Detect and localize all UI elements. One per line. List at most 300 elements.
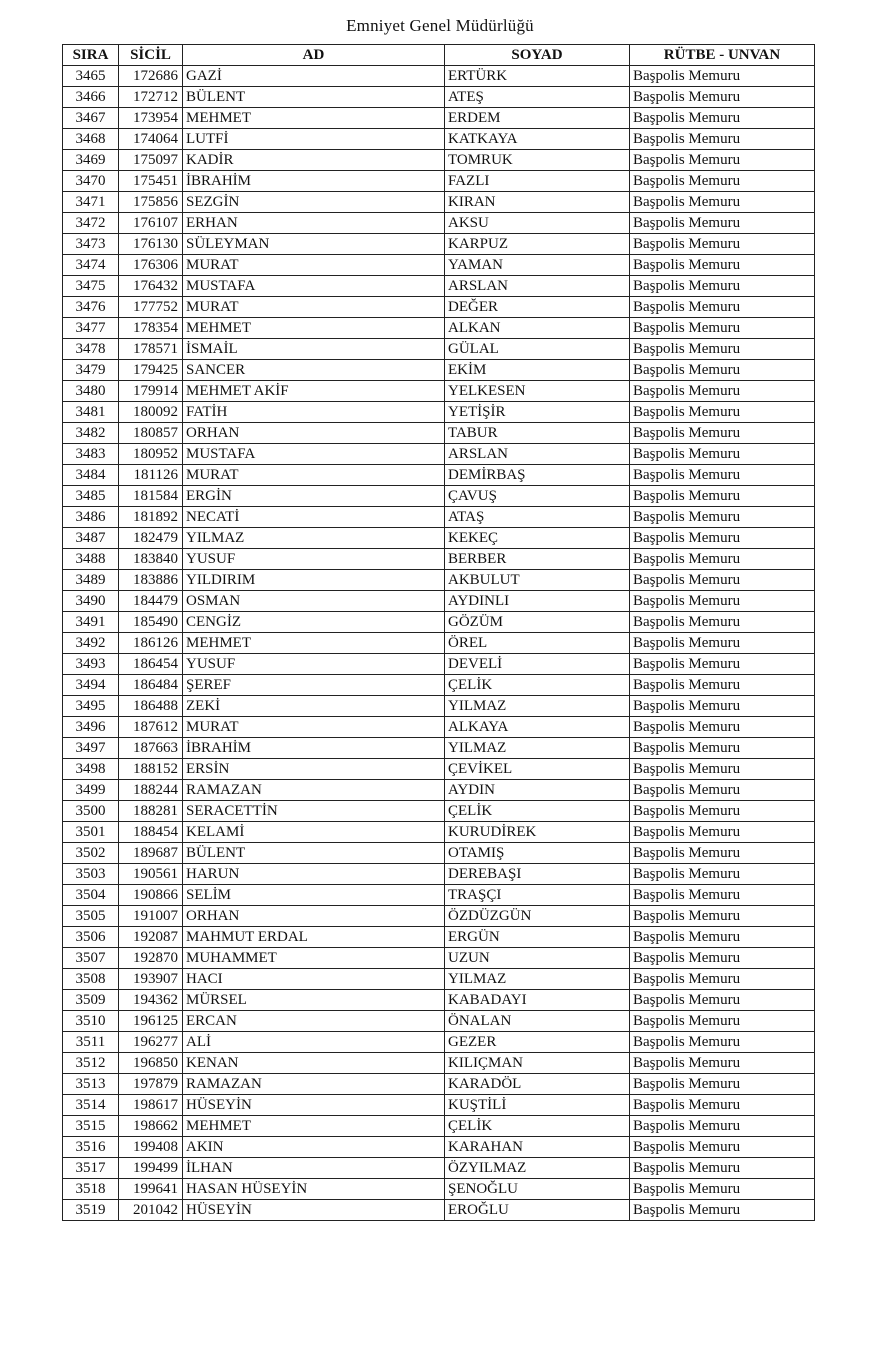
ad-cell: AKIN — [183, 1137, 445, 1158]
sicil-cell: 199499 — [119, 1158, 183, 1179]
table-row — [63, 1158, 815, 1179]
sicil-cell: 187663 — [119, 738, 183, 759]
table-row — [63, 948, 815, 969]
sicil-cell: 198617 — [119, 1095, 183, 1116]
rutbe-cell: Başpolis Memuru — [630, 108, 815, 129]
sicil-cell: 172712 — [119, 87, 183, 108]
table-row — [63, 150, 815, 171]
sira-cell: 3476 — [63, 297, 119, 318]
sicil-cell: 180952 — [119, 444, 183, 465]
table-row — [63, 276, 815, 297]
sira-cell: 3472 — [63, 213, 119, 234]
rutbe-cell: Başpolis Memuru — [630, 990, 815, 1011]
rutbe-cell: Başpolis Memuru — [630, 297, 815, 318]
sicil-cell: 197879 — [119, 1074, 183, 1095]
rutbe-cell: Başpolis Memuru — [630, 948, 815, 969]
rutbe-cell: Başpolis Memuru — [630, 1032, 815, 1053]
table-row — [63, 717, 815, 738]
soyad-cell: KARADÖL — [445, 1074, 630, 1095]
rutbe-cell: Başpolis Memuru — [630, 528, 815, 549]
soyad-cell: YILMAZ — [445, 696, 630, 717]
table-row — [63, 66, 815, 87]
rutbe-cell: Başpolis Memuru — [630, 1158, 815, 1179]
soyad-cell: AKSU — [445, 213, 630, 234]
sira-cell: 3495 — [63, 696, 119, 717]
ad-cell: MURAT — [183, 297, 445, 318]
sira-cell: 3493 — [63, 654, 119, 675]
rutbe-cell: Başpolis Memuru — [630, 549, 815, 570]
ad-cell: YILDIRIM — [183, 570, 445, 591]
sira-cell: 3474 — [63, 255, 119, 276]
sira-cell: 3514 — [63, 1095, 119, 1116]
sicil-cell: 198662 — [119, 1116, 183, 1137]
soyad-cell: EROĞLU — [445, 1200, 630, 1221]
ad-cell: SELİM — [183, 885, 445, 906]
table-row — [63, 87, 815, 108]
rutbe-cell: Başpolis Memuru — [630, 843, 815, 864]
soyad-cell: ÇAVUŞ — [445, 486, 630, 507]
soyad-cell: DEMİRBAŞ — [445, 465, 630, 486]
sicil-cell: 186488 — [119, 696, 183, 717]
rutbe-cell: Başpolis Memuru — [630, 654, 815, 675]
rutbe-cell: Başpolis Memuru — [630, 339, 815, 360]
ad-cell: SÜLEYMAN — [183, 234, 445, 255]
sicil-cell: 180857 — [119, 423, 183, 444]
sira-cell: 3509 — [63, 990, 119, 1011]
sicil-cell: 172686 — [119, 66, 183, 87]
sicil-cell: 199408 — [119, 1137, 183, 1158]
table-row — [63, 927, 815, 948]
sicil-cell: 180092 — [119, 402, 183, 423]
sicil-cell: 176107 — [119, 213, 183, 234]
rutbe-cell: Başpolis Memuru — [630, 486, 815, 507]
ad-cell: MEHMET — [183, 318, 445, 339]
sira-cell: 3486 — [63, 507, 119, 528]
sicil-cell: 193907 — [119, 969, 183, 990]
sicil-cell: 175451 — [119, 171, 183, 192]
soyad-cell: ERDEM — [445, 108, 630, 129]
ad-cell: CENGİZ — [183, 612, 445, 633]
soyad-cell: KATKAYA — [445, 129, 630, 150]
sicil-cell: 186454 — [119, 654, 183, 675]
rutbe-cell: Başpolis Memuru — [630, 1179, 815, 1200]
sira-cell: 3519 — [63, 1200, 119, 1221]
soyad-cell: ARSLAN — [445, 276, 630, 297]
soyad-cell: DEREBAŞI — [445, 864, 630, 885]
sira-cell: 3477 — [63, 318, 119, 339]
table-row — [63, 1053, 815, 1074]
rutbe-cell: Başpolis Memuru — [630, 423, 815, 444]
sira-cell: 3507 — [63, 948, 119, 969]
sicil-cell: 181584 — [119, 486, 183, 507]
ad-cell: KENAN — [183, 1053, 445, 1074]
sicil-cell: 175856 — [119, 192, 183, 213]
sira-cell: 3498 — [63, 759, 119, 780]
soyad-cell: YILMAZ — [445, 738, 630, 759]
sira-cell: 3512 — [63, 1053, 119, 1074]
sira-cell: 3467 — [63, 108, 119, 129]
sira-cell: 3488 — [63, 549, 119, 570]
soyad-cell: GÖZÜM — [445, 612, 630, 633]
soyad-cell: FAZLI — [445, 171, 630, 192]
table-row — [63, 171, 815, 192]
sira-cell: 3487 — [63, 528, 119, 549]
ad-cell: SERACETTİN — [183, 801, 445, 822]
table-row — [63, 696, 815, 717]
ad-cell: ERGİN — [183, 486, 445, 507]
ad-cell: MEHMET — [183, 1116, 445, 1137]
table-row — [63, 1074, 815, 1095]
table-row — [63, 570, 815, 591]
ad-cell: İLHAN — [183, 1158, 445, 1179]
table-row — [63, 1137, 815, 1158]
soyad-cell: YAMAN — [445, 255, 630, 276]
sicil-cell: 176130 — [119, 234, 183, 255]
rutbe-cell: Başpolis Memuru — [630, 87, 815, 108]
table-row — [63, 864, 815, 885]
ad-cell: YUSUF — [183, 549, 445, 570]
ad-cell: BÜLENT — [183, 87, 445, 108]
sicil-cell: 182479 — [119, 528, 183, 549]
ad-cell: MAHMUT ERDAL — [183, 927, 445, 948]
table-row — [63, 990, 815, 1011]
sira-cell: 3496 — [63, 717, 119, 738]
rutbe-cell: Başpolis Memuru — [630, 675, 815, 696]
sira-cell: 3503 — [63, 864, 119, 885]
table-row — [63, 297, 815, 318]
table-row — [63, 822, 815, 843]
sira-cell: 3483 — [63, 444, 119, 465]
table-row — [63, 906, 815, 927]
soyad-cell: KABADAYI — [445, 990, 630, 1011]
sicil-cell: 192087 — [119, 927, 183, 948]
rutbe-cell: Başpolis Memuru — [630, 318, 815, 339]
soyad-cell: ÇELİK — [445, 675, 630, 696]
ad-cell: KELAMİ — [183, 822, 445, 843]
sicil-cell: 192870 — [119, 948, 183, 969]
ad-cell: RAMAZAN — [183, 780, 445, 801]
rutbe-cell: Başpolis Memuru — [630, 444, 815, 465]
ad-cell: ALİ — [183, 1032, 445, 1053]
soyad-cell: GEZER — [445, 1032, 630, 1053]
soyad-cell: KIRAN — [445, 192, 630, 213]
sicil-cell: 173954 — [119, 108, 183, 129]
table-row — [63, 486, 815, 507]
rutbe-cell: Başpolis Memuru — [630, 276, 815, 297]
sicil-cell: 184479 — [119, 591, 183, 612]
sicil-cell: 189687 — [119, 843, 183, 864]
ad-cell: HÜSEYİN — [183, 1095, 445, 1116]
ad-cell: SANCER — [183, 360, 445, 381]
rutbe-cell: Başpolis Memuru — [630, 150, 815, 171]
table-row — [63, 759, 815, 780]
table-row — [63, 1032, 815, 1053]
sicil-cell: 196277 — [119, 1032, 183, 1053]
sira-cell: 3508 — [63, 969, 119, 990]
sira-cell: 3465 — [63, 66, 119, 87]
ad-cell: MEHMET — [183, 108, 445, 129]
sira-cell: 3469 — [63, 150, 119, 171]
rutbe-cell: Başpolis Memuru — [630, 192, 815, 213]
sira-cell: 3510 — [63, 1011, 119, 1032]
ad-cell: MÜRSEL — [183, 990, 445, 1011]
sira-cell: 3468 — [63, 129, 119, 150]
table-row — [63, 444, 815, 465]
table-body — [63, 66, 815, 1221]
rutbe-cell: Başpolis Memuru — [630, 360, 815, 381]
sira-cell: 3479 — [63, 360, 119, 381]
sicil-cell: 196125 — [119, 1011, 183, 1032]
sira-cell: 3473 — [63, 234, 119, 255]
rutbe-cell: Başpolis Memuru — [630, 1095, 815, 1116]
rutbe-cell: Başpolis Memuru — [630, 129, 815, 150]
ad-cell: HASAN HÜSEYİN — [183, 1179, 445, 1200]
rutbe-cell: Başpolis Memuru — [630, 1074, 815, 1095]
sira-cell: 3492 — [63, 633, 119, 654]
soyad-cell: ATEŞ — [445, 87, 630, 108]
table-row — [63, 1116, 815, 1137]
table-row — [63, 591, 815, 612]
sicil-cell: 191007 — [119, 906, 183, 927]
ad-cell: GAZİ — [183, 66, 445, 87]
ad-cell: OSMAN — [183, 591, 445, 612]
soyad-cell: YELKESEN — [445, 381, 630, 402]
table-row — [63, 885, 815, 906]
rutbe-cell: Başpolis Memuru — [630, 885, 815, 906]
table-row — [63, 381, 815, 402]
rutbe-cell: Başpolis Memuru — [630, 171, 815, 192]
soyad-cell: YILMAZ — [445, 969, 630, 990]
ad-cell: MURAT — [183, 255, 445, 276]
soyad-cell: UZUN — [445, 948, 630, 969]
sicil-cell: 176306 — [119, 255, 183, 276]
soyad-cell: DEVELİ — [445, 654, 630, 675]
table-row — [63, 969, 815, 990]
rutbe-cell: Başpolis Memuru — [630, 717, 815, 738]
sicil-cell: 201042 — [119, 1200, 183, 1221]
soyad-cell: ÇELİK — [445, 801, 630, 822]
table-header — [63, 45, 815, 66]
sira-cell: 3504 — [63, 885, 119, 906]
sicil-cell: 176432 — [119, 276, 183, 297]
soyad-cell: ALKAN — [445, 318, 630, 339]
ad-cell: MUSTAFA — [183, 276, 445, 297]
sicil-cell: 174064 — [119, 129, 183, 150]
soyad-cell: ÇEVİKEL — [445, 759, 630, 780]
sira-cell: 3506 — [63, 927, 119, 948]
rutbe-cell: Başpolis Memuru — [630, 612, 815, 633]
ad-cell: SEZGİN — [183, 192, 445, 213]
sira-cell: 3511 — [63, 1032, 119, 1053]
rutbe-cell: Başpolis Memuru — [630, 465, 815, 486]
soyad-cell: ALKAYA — [445, 717, 630, 738]
table-row — [63, 1200, 815, 1221]
rutbe-cell: Başpolis Memuru — [630, 738, 815, 759]
sira-cell: 3501 — [63, 822, 119, 843]
rutbe-cell: Başpolis Memuru — [630, 570, 815, 591]
sicil-cell: 181892 — [119, 507, 183, 528]
page-title: Emniyet Genel Müdürlüğü — [346, 16, 534, 35]
rutbe-cell: Başpolis Memuru — [630, 507, 815, 528]
sira-cell: 3518 — [63, 1179, 119, 1200]
sira-cell: 3484 — [63, 465, 119, 486]
soyad-cell: KILIÇMAN — [445, 1053, 630, 1074]
table-row — [63, 255, 815, 276]
sicil-cell: 183886 — [119, 570, 183, 591]
ad-cell: İSMAİL — [183, 339, 445, 360]
sicil-cell: 179425 — [119, 360, 183, 381]
sicil-cell: 178354 — [119, 318, 183, 339]
ad-cell: ERHAN — [183, 213, 445, 234]
sira-cell: 3485 — [63, 486, 119, 507]
table-row — [63, 654, 815, 675]
table-row — [63, 1095, 815, 1116]
soyad-cell: ÖNALAN — [445, 1011, 630, 1032]
ad-cell: LUTFİ — [183, 129, 445, 150]
ad-cell: ORHAN — [183, 906, 445, 927]
table-row — [63, 423, 815, 444]
soyad-cell: AKBULUT — [445, 570, 630, 591]
sicil-cell: 186484 — [119, 675, 183, 696]
soyad-cell: ATAŞ — [445, 507, 630, 528]
sira-cell: 3497 — [63, 738, 119, 759]
ad-cell: NECATİ — [183, 507, 445, 528]
soyad-cell: ERTÜRK — [445, 66, 630, 87]
soyad-cell: KURUDİREK — [445, 822, 630, 843]
sira-cell: 3466 — [63, 87, 119, 108]
rutbe-cell: Başpolis Memuru — [630, 234, 815, 255]
table-row — [63, 549, 815, 570]
soyad-cell: ÇELİK — [445, 1116, 630, 1137]
rutbe-cell: Başpolis Memuru — [630, 864, 815, 885]
sicil-cell: 175097 — [119, 150, 183, 171]
sira-cell: 3489 — [63, 570, 119, 591]
header-ad: AD — [183, 45, 445, 66]
table-row — [63, 633, 815, 654]
sicil-cell: 178571 — [119, 339, 183, 360]
sira-cell: 3475 — [63, 276, 119, 297]
soyad-cell: KUŞTİLİ — [445, 1095, 630, 1116]
sicil-cell: 187612 — [119, 717, 183, 738]
soyad-cell: ARSLAN — [445, 444, 630, 465]
table-row — [63, 1179, 815, 1200]
rutbe-cell: Başpolis Memuru — [630, 1116, 815, 1137]
ad-cell: HACI — [183, 969, 445, 990]
table-row — [63, 213, 815, 234]
table-row — [63, 108, 815, 129]
ad-cell: ERSİN — [183, 759, 445, 780]
sicil-cell: 185490 — [119, 612, 183, 633]
soyad-cell: TABUR — [445, 423, 630, 444]
rutbe-cell: Başpolis Memuru — [630, 801, 815, 822]
header-sira: SIRA — [63, 45, 119, 66]
rutbe-cell: Başpolis Memuru — [630, 255, 815, 276]
sicil-cell: 186126 — [119, 633, 183, 654]
sicil-cell: 190866 — [119, 885, 183, 906]
ad-cell: HARUN — [183, 864, 445, 885]
ad-cell: MURAT — [183, 717, 445, 738]
table-row — [63, 192, 815, 213]
table-row — [63, 843, 815, 864]
table-row — [63, 780, 815, 801]
sicil-cell: 188281 — [119, 801, 183, 822]
sira-cell: 3502 — [63, 843, 119, 864]
table-row — [63, 318, 815, 339]
soyad-cell: KEKEÇ — [445, 528, 630, 549]
sicil-cell: 188454 — [119, 822, 183, 843]
table-row — [63, 339, 815, 360]
header-rutbe: RÜTBE - UNVAN — [630, 45, 815, 66]
sira-cell: 3480 — [63, 381, 119, 402]
soyad-cell: ŞENOĞLU — [445, 1179, 630, 1200]
ad-cell: İBRAHİM — [183, 738, 445, 759]
ad-cell: MEHMET — [183, 633, 445, 654]
sicil-cell: 188152 — [119, 759, 183, 780]
ad-cell: HÜSEYİN — [183, 1200, 445, 1221]
ad-cell: MEHMET AKİF — [183, 381, 445, 402]
ad-cell: FATİH — [183, 402, 445, 423]
soyad-cell: OTAMIŞ — [445, 843, 630, 864]
soyad-cell: AYDIN — [445, 780, 630, 801]
ad-cell: BÜLENT — [183, 843, 445, 864]
soyad-cell: KARPUZ — [445, 234, 630, 255]
rutbe-cell: Başpolis Memuru — [630, 591, 815, 612]
table-row — [63, 738, 815, 759]
soyad-cell: EKİM — [445, 360, 630, 381]
sira-cell: 3515 — [63, 1116, 119, 1137]
sicil-cell: 181126 — [119, 465, 183, 486]
sira-cell: 3490 — [63, 591, 119, 612]
table-row — [63, 234, 815, 255]
rutbe-cell: Başpolis Memuru — [630, 927, 815, 948]
sira-cell: 3470 — [63, 171, 119, 192]
sira-cell: 3494 — [63, 675, 119, 696]
soyad-cell: TRAŞÇI — [445, 885, 630, 906]
rutbe-cell: Başpolis Memuru — [630, 402, 815, 423]
rutbe-cell: Başpolis Memuru — [630, 906, 815, 927]
rutbe-cell: Başpolis Memuru — [630, 1137, 815, 1158]
rutbe-cell: Başpolis Memuru — [630, 633, 815, 654]
sira-cell: 3513 — [63, 1074, 119, 1095]
table-row — [63, 675, 815, 696]
rutbe-cell: Başpolis Memuru — [630, 66, 815, 87]
soyad-cell: ÖREL — [445, 633, 630, 654]
rutbe-cell: Başpolis Memuru — [630, 780, 815, 801]
soyad-cell: KARAHAN — [445, 1137, 630, 1158]
rutbe-cell: Başpolis Memuru — [630, 1200, 815, 1221]
sicil-cell: 188244 — [119, 780, 183, 801]
table-row — [63, 360, 815, 381]
ad-cell: MUSTAFA — [183, 444, 445, 465]
sicil-cell: 196850 — [119, 1053, 183, 1074]
table-row — [63, 129, 815, 150]
table-row — [63, 612, 815, 633]
rutbe-cell: Başpolis Memuru — [630, 1011, 815, 1032]
rutbe-cell: Başpolis Memuru — [630, 696, 815, 717]
header-soyad: SOYAD — [445, 45, 630, 66]
rutbe-cell: Başpolis Memuru — [630, 822, 815, 843]
table-row — [63, 1011, 815, 1032]
ad-cell: ERCAN — [183, 1011, 445, 1032]
soyad-cell: TOMRUK — [445, 150, 630, 171]
ad-cell: ORHAN — [183, 423, 445, 444]
rutbe-cell: Başpolis Memuru — [630, 969, 815, 990]
sicil-cell: 179914 — [119, 381, 183, 402]
sicil-cell: 183840 — [119, 549, 183, 570]
ad-cell: MURAT — [183, 465, 445, 486]
sira-cell: 3471 — [63, 192, 119, 213]
personnel-table — [62, 44, 815, 1221]
